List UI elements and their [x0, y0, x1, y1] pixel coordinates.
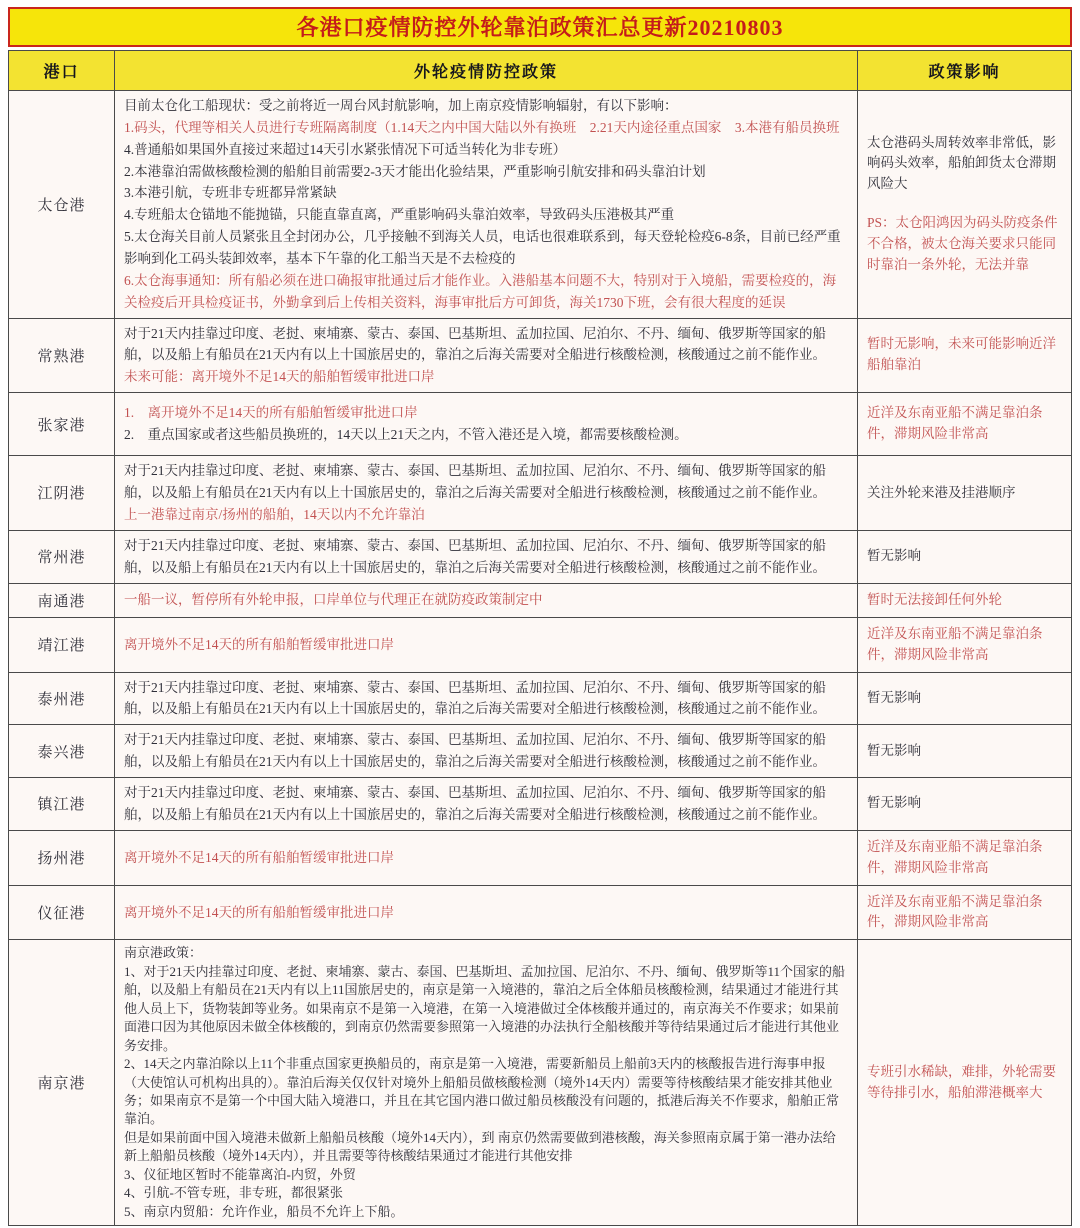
table-row	[9, 91, 1072, 319]
impact-text: 暂时无影响，未来可能影响近洋船舶靠泊	[867, 336, 1056, 373]
port-name: 泰兴港	[9, 725, 115, 778]
policy-cell	[115, 940, 858, 1226]
impact-text: 近洋及东南亚船不满足靠泊条件，滞期风险非常高	[867, 405, 1043, 442]
policy-text: 3、仪征地区暂时不能靠离泊-内贸，外贸	[124, 1166, 356, 1182]
policy-cell	[115, 885, 858, 940]
impact-cell	[858, 617, 1072, 672]
policy-text: 目前太仓化工船现状：受之前将近一周台风封航影响，加上南京疫情影响辐射，有以下影响：	[124, 98, 678, 113]
policy-text: 离开境外不足14天的所有船舶暂缓审批进口岸	[124, 849, 394, 865]
port-name: 江阴港	[9, 456, 115, 531]
impact-cell	[858, 777, 1072, 830]
impact-text: 太仓港码头周转效率非常低，影响码头效率，船舶卸货太仓滞期风险大	[867, 134, 1056, 192]
policy-cell	[115, 318, 858, 393]
port-name: 张家港	[9, 393, 115, 456]
table-row	[9, 830, 1072, 885]
column-header-port: 港口	[9, 51, 115, 91]
policy-text: 对于21天内挂靠过印度、老挝、柬埔寨、蒙古、泰国、巴基斯坦、孟加拉国、尼泊尔、不丹、缅甸、俄罗斯等国家的船舶，以及船上有船员在21天内有以上十国旅居史的，靠泊之后海关需要对全船进行核酸检测，核酸通过之前不能作业。	[124, 325, 826, 363]
policy-cell	[115, 777, 858, 830]
policy-text: 上一港靠过南京/扬州的船舶，14天以内不允许靠泊	[124, 506, 425, 522]
impact-cell	[858, 885, 1072, 940]
policy-text: 离开境外不足14天的所有船舶暂缓审批进口岸	[124, 636, 394, 652]
header-row	[9, 51, 1072, 91]
table-row	[9, 940, 1072, 1226]
policy-text: 一船一议，暂停所有外轮申报，口岸单位与代理正在就防疫政策制定中	[124, 592, 543, 608]
impact-text: PS：太仓阳鸿因为码头防疫条件不合格，被太仓海关要求只能同时靠泊一条外轮，无法并靠	[867, 215, 1058, 273]
policy-text: 对于21天内挂靠过印度、老挝、柬埔寨、蒙古、泰国、巴基斯坦、孟加拉国、尼泊尔、不丹、缅甸、俄罗斯等国家的船舶，以及船上有船员在21天内有以上十国旅居史的，靠泊之后海关需要对全船进行核酸检测，核酸通过之前不能作业。	[124, 463, 826, 501]
port-name: 镇江港	[9, 777, 115, 830]
policy-text: 对于21天内挂靠过印度、老挝、柬埔寨、蒙古、泰国、巴基斯坦、孟加拉国、尼泊尔、不丹、缅甸、俄罗斯等国家的船舶，以及船上有船员在21天内有以上十国旅居史的，靠泊之后海关需要对全船进行核酸检测，核酸通过之前不能作业。	[124, 732, 826, 770]
impact-cell	[858, 530, 1072, 583]
table-row	[9, 725, 1072, 778]
impact-cell	[858, 393, 1072, 456]
impact-text: 专班引水稀缺，难排，外轮需要等待排引水，船舶滞港概率大	[867, 1063, 1056, 1100]
page-title: 各港口疫情防控外轮靠泊政策汇总更新20210803	[8, 7, 1072, 47]
port-name: 扬州港	[9, 830, 115, 885]
policy-text: 对于21天内挂靠过印度、老挝、柬埔寨、蒙古、泰国、巴基斯坦、孟加拉国、尼泊尔、不丹、缅甸、俄罗斯等国家的船舶，以及船上有船员在21天内有以上十国旅居史的，靠泊之后海关需要对全船进行核酸检测，核酸通过之前不能作业。	[124, 537, 826, 575]
impact-text: 暂时无法接卸任何外轮	[867, 591, 1002, 607]
port-name: 靖江港	[9, 617, 115, 672]
table-header	[9, 51, 1072, 91]
policy-cell	[115, 456, 858, 531]
policy-text: 未来可能：离开境外不足14天的船舶暂缓审批进口岸	[124, 369, 435, 385]
policy-text: 1、对于21天内挂靠过印度、老挝、柬埔寨、蒙古、泰国、巴基斯坦、孟加拉国、尼泊尔、不丹、缅甸、俄罗斯等11个国家的船舶，以及船上有船员在21天内有以上11国旅居史的，南京是第一入境港的，靠泊之后全体船员核酸检测，结果通过才能进行其他人员上下，货物装卸等业务。如果南京不是第一入境港，在第一入境港做过全体核酸并通过的，南京海关不作要求；如果前面港口因为其他原因未做全体核酸的，到南京仍然需要参照第一入境港的办法执行全船核酸并等待结果通过后才能进行其他业务安排。	[124, 963, 846, 1053]
impact-text: 暂无影响	[867, 548, 921, 564]
policy-text: 1.码头，代理等相关人员进行专班隔离制度（1.14天之内中国大陆以外有换班 2.21天内途径重点国家 3.本港有船员换班	[124, 119, 840, 135]
impact-text: 近洋及东南亚船不满足靠泊条件，滞期风险非常高	[867, 838, 1043, 875]
policy-text: 但是如果前面中国入境港未做新上船船员核酸（境外14天内），到 南京仍然需要做到港核酸，海关参照南京属于第一港办法给新上船船员核酸（境外14天内），并且需要等待核酸结果通过才能进行其他安排	[124, 1129, 836, 1164]
impact-cell	[858, 91, 1072, 319]
table-row	[9, 777, 1072, 830]
table-body	[9, 91, 1072, 1226]
policy-text: 1. 离开境外不足14天的所有船舶暂缓审批进口岸	[124, 405, 418, 421]
table-row	[9, 617, 1072, 672]
impact-cell	[858, 940, 1072, 1226]
impact-text: 暂无影响	[867, 689, 921, 705]
policy-cell	[115, 830, 858, 885]
table-row	[9, 318, 1072, 393]
policy-text: 南京港政策：	[124, 945, 203, 961]
port-name: 常州港	[9, 530, 115, 583]
policy-text: 4.专班船太仓锚地不能抛锚，只能直靠直离，严重影响码头靠泊效率，导致码头压港极其严重	[124, 207, 675, 223]
policy-cell	[115, 672, 858, 725]
impact-cell	[858, 318, 1072, 393]
policy-cell	[115, 583, 858, 617]
table-row	[9, 885, 1072, 940]
policy-cell	[115, 530, 858, 583]
policy-text: 离开境外不足14天的所有船舶暂缓审批进口岸	[124, 904, 394, 920]
policy-text: 对于21天内挂靠过印度、老挝、柬埔寨、蒙古、泰国、巴基斯坦、孟加拉国、尼泊尔、不丹、缅甸、俄罗斯等国家的船舶，以及船上有船员在21天内有以上十国旅居史的，靠泊之后海关需要对全船进行核酸检测，核酸通过之前不能作业。	[124, 784, 826, 822]
impact-text: 暂无影响	[867, 795, 921, 811]
impact-text: 关注外轮来港及挂港顺序	[867, 484, 1016, 500]
port-name: 常熟港	[9, 318, 115, 393]
policy-text: 5、南京内贸船：允许作业，船员不允许上下船。	[124, 1203, 404, 1219]
table-row	[9, 456, 1072, 531]
impact-cell	[858, 672, 1072, 725]
policy-cell	[115, 617, 858, 672]
policy-text: 6.太仓海事通知：所有船必须在进口确报审批通过后才能作业。入港船基本问题不大，特别对于入境船，需要检疫的，海关检疫后开具检疫证书，外勤拿到后上传相关资料，海事审批后方可卸货，海关1730下班，会有很大程度的延误	[124, 272, 837, 310]
table-row	[9, 530, 1072, 583]
port-name: 南通港	[9, 583, 115, 617]
policy-cell	[115, 393, 858, 456]
policy-text: 2、14天之内靠泊除以上11个非重点国家更换船员的，南京是第一入境港，需要新船员上船前3天内的核酸报告进行海事申报（大使馆认可机构出具的）。靠泊后海关仅仅针对境外上船船员做核酸检测（境外14天内）需要等待核酸结果才能安排其他业务；如果南京不是第一个中国大陆入境港口，并且在其它国内港口做过船员核酸没有问题的，抵港后海关不作要求，船舶正常靠泊。	[124, 1056, 840, 1127]
column-header-policy: 外轮疫情防控政策	[115, 51, 858, 91]
impact-cell	[858, 583, 1072, 617]
policy-text: 3.本港引航，专班非专班都异常紧缺	[124, 185, 337, 201]
impact-text: 暂无影响	[867, 742, 921, 758]
column-header-impact: 政策影响	[858, 51, 1072, 91]
impact-text: 近洋及东南亚船不满足靠泊条件，滞期风险非常高	[867, 625, 1043, 662]
port-name: 太仓港	[9, 91, 115, 319]
policy-text: 4.普通船如果国外直接过来超过14天引水紧张情况下可适当转化为非专班）	[124, 141, 567, 157]
port-name: 仪征港	[9, 885, 115, 940]
policy-cell	[115, 91, 858, 319]
policy-text: 对于21天内挂靠过印度、老挝、柬埔寨、蒙古、泰国、巴基斯坦、孟加拉国、尼泊尔、不丹、缅甸、俄罗斯等国家的船舶，以及船上有船员在21天内有以上十国旅居史的，靠泊之后海关需要对全船进行核酸检测，核酸通过之前不能作业。	[124, 679, 826, 717]
table-row	[9, 672, 1072, 725]
impact-cell	[858, 725, 1072, 778]
policy-text: 2. 重点国家或者这些船员换班的，14天以上21天之内，不管入港还是入境，都需要核酸检测。	[124, 427, 688, 443]
port-name: 泰州港	[9, 672, 115, 725]
policy-text: 4、引航-不管专班，非专班，都很紧张	[124, 1185, 343, 1201]
policy-text: 2.本港靠泊需做核酸检测的船舶目前需要2-3天才能出化验结果，严重影响引航安排和码头靠泊计划	[124, 163, 706, 179]
table-row	[9, 583, 1072, 617]
policy-cell	[115, 725, 858, 778]
table-row	[9, 393, 1072, 456]
port-name: 南京港	[9, 940, 115, 1226]
impact-text: 近洋及东南亚船不满足靠泊条件，滞期风险非常高	[867, 893, 1043, 930]
port-policy-table	[8, 50, 1072, 1226]
impact-cell	[858, 830, 1072, 885]
impact-cell	[858, 456, 1072, 531]
policy-text: 5.太仓海关目前人员紧张且全封闭办公，几乎接触不到海关人员，电话也很难联系到，每天登轮检疫6-8条，目前已经严重影响到化工码头装卸效率，基本下午靠的化工船当天是不去检疫的	[124, 229, 841, 267]
